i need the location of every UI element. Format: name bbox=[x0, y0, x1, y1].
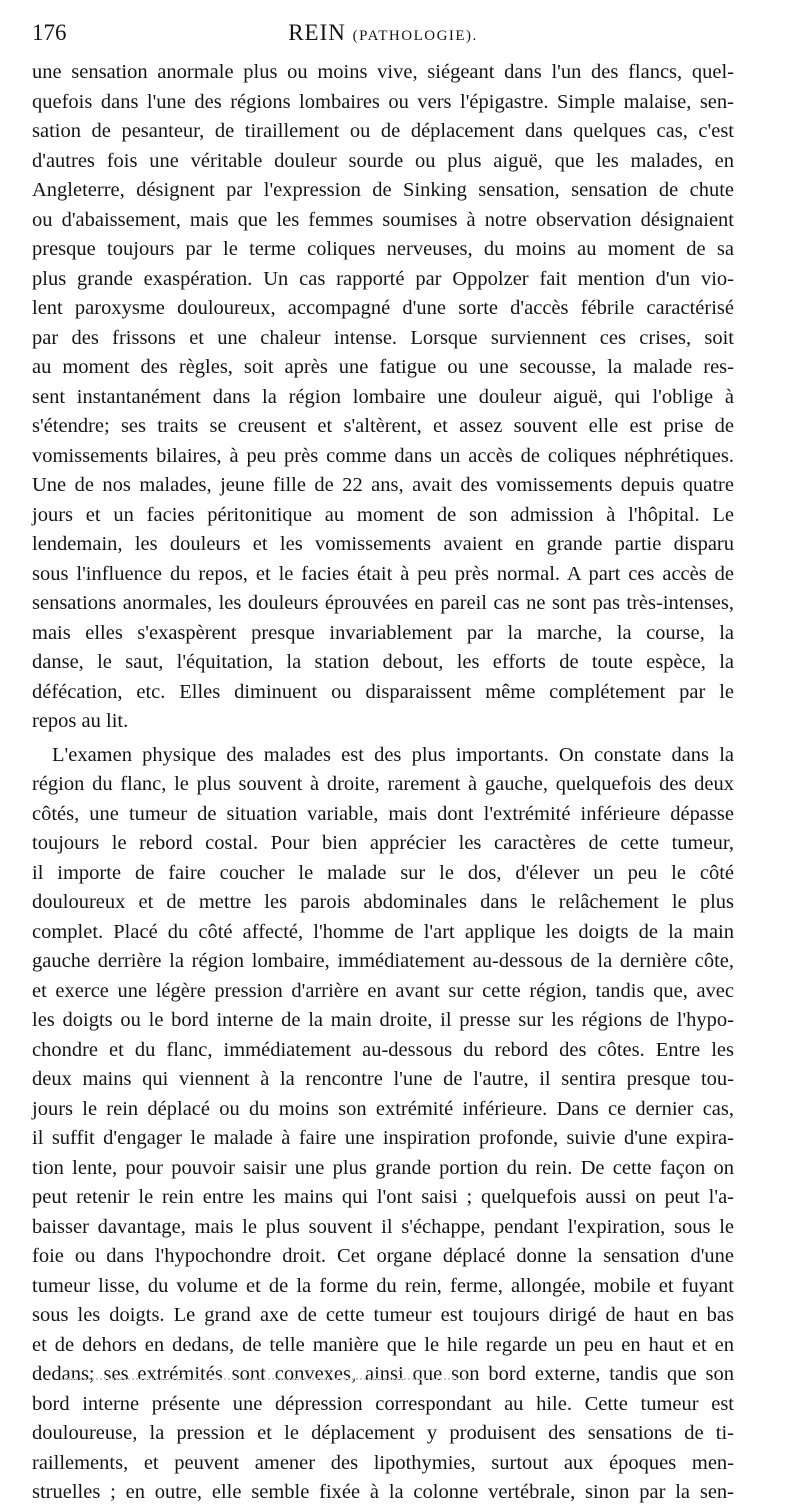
text-line: s'étendre; ses traits se creusent et s'altèrent, et assez souvent elle est prise de bbox=[32, 415, 734, 437]
running-title-main: REIN bbox=[288, 20, 346, 45]
text-line: raillements, et peuvent amener des lipothymies, surtout aux époques men- bbox=[32, 1451, 734, 1474]
page-number: 176 bbox=[32, 20, 67, 45]
text-line: deux mains qui viennent à la rencontre l'une de l'autre, il sentira presque tou- bbox=[32, 1068, 734, 1090]
text-line: lent paroxysme douloureux, accompagné d'une sorte d'accès fébrile caractérisé bbox=[32, 297, 734, 319]
text-line: sensations anormales, les douleurs éprouvées en pareil cas ne sont pas très-intenses, bbox=[32, 592, 734, 614]
text-line: sous les doigts. Le grand axe de cette tumeur est toujours dirigé de haut en bas bbox=[32, 1304, 734, 1326]
text-line: struelles ; en outre, elle semble fixée à la colonne vertébrale, sinon par la sen- bbox=[32, 1481, 734, 1503]
text-line: ou d'abaissement, mais que les femmes soumises à notre observation désignaient bbox=[32, 208, 734, 231]
text-line: danse, le saut, l'équitation, la station debout, les efforts de toute espèce, la bbox=[32, 651, 734, 673]
text-line: douloureux et de mettre les parois abdominales dans le relâchement le plus bbox=[32, 891, 734, 913]
text-line: et exerce une légère pression d'arrière en avant sur cette région, tandis que, avec bbox=[32, 979, 734, 1002]
text-line: presque toujours par le terme coliques nerveuses, du moins au moment de sa bbox=[32, 238, 734, 260]
text-line: L'examen physique des malades est des plus importants. On constate dans la bbox=[52, 743, 734, 766]
text-line: côtés, une tumeur de situation variable, mais dont l'extrémité inférieure dépasse bbox=[32, 802, 734, 825]
text-line: une sensation anormale plus ou moins vive, siégeant dans l'un des flancs, quel- bbox=[32, 61, 734, 83]
text-line: chondre et du flanc, immédiatement au-dessous du rebord des côtes. Entre les bbox=[32, 1038, 734, 1061]
text-line: il importe de faire coucher le malade sur le dos, d'élever un peu le côté bbox=[32, 861, 734, 884]
paragraph bbox=[32, 58, 734, 737]
text-line: gauche derrière la région lombaire, immédiatement au-dessous de la dernière côte, bbox=[32, 950, 734, 972]
text-line: et de dehors en dedans, de telle manière que le hile regarde un peu en haut et en bbox=[32, 1333, 734, 1356]
text-line: tion lente, pour pouvoir saisir une plus grande portion du rein. De cette façon on bbox=[32, 1156, 734, 1179]
paragraph bbox=[32, 741, 734, 1508]
text-line: tumeur lisse, du volume et de la forme du rein, ferme, allongée, mobile et fuyant bbox=[32, 1274, 734, 1297]
text-line: les doigts ou le bord interne de la main droite, il presse sur les régions de l'hypo- bbox=[32, 1009, 734, 1031]
text-line: repos au lit. bbox=[32, 710, 129, 732]
text-line: mais elles s'exaspèrent presque invariablement par la marche, la course, la bbox=[32, 621, 734, 644]
text-line: par des frissons et une chaleur intense. Lorsque surviennent ces crises, soit bbox=[32, 326, 734, 349]
text-line: jours le rein déplacé ou du moins son extrémité inférieure. Dans ce dernier cas, bbox=[32, 1097, 734, 1120]
running-title bbox=[32, 20, 734, 46]
text-line: complet. Placé du côté affecté, l'homme de l'art applique les doigts de la main bbox=[32, 920, 734, 943]
text-line: quefois dans l'une des régions lombaires ou vers l'épigastre. Simple malaise, sen- bbox=[32, 90, 734, 113]
text-line: région du flanc, le plus souvent à droite, rarement à gauche, quelquefois des deux bbox=[32, 773, 734, 795]
text-line: baisser davantage, mais le plus souvent il s'échappe, pendant l'expiration, sous le bbox=[32, 1215, 734, 1238]
faint-bleed-through-line bbox=[60, 1378, 470, 1380]
running-header bbox=[32, 20, 734, 52]
text-line: sent instantanément dans la région lombaire une douleur aiguë, qui l'oblige à bbox=[32, 385, 734, 408]
text-line: foie ou dans l'hypochondre droit. Cet organe déplacé donne la sensation d'une bbox=[32, 1245, 734, 1267]
text-line: plus grande exaspération. Un cas rapporté par Oppolzer fait mention d'un vio- bbox=[32, 267, 734, 290]
text-line: jours et un facies péritonitique au moment de son admission à l'hôpital. Le bbox=[32, 503, 734, 526]
text-line: vomissements bilaires, à peu près comme dans un accès de coliques néphrétiques. bbox=[32, 444, 734, 467]
text-line: bord interne présente une dépression correspondant au hile. Cette tumeur est bbox=[32, 1392, 734, 1415]
text-line: lendemain, les douleurs et les vomissements avaient en grande partie disparu bbox=[32, 533, 734, 555]
text-line: sous l'influence du repos, et le facies était à peu près normal. A part ces accès de bbox=[32, 562, 734, 585]
text-line: Angleterre, désignent par l'expression de Sinking sensation, sensation de chute bbox=[32, 179, 734, 201]
text-line: dedans; ses extrémités sont convexes, ainsi que son bord externe, tandis que son bbox=[32, 1363, 734, 1385]
text-line: d'autres fois une véritable douleur sourde ou plus aiguë, que les malades, en bbox=[32, 149, 734, 172]
body-text bbox=[32, 58, 734, 1508]
running-title-sub: (PATHOLOGIE). bbox=[352, 28, 478, 44]
text-line: au moment des règles, soit après une fatigue ou une secousse, la malade res- bbox=[32, 356, 734, 378]
text-line: sation de pesanteur, de tiraillement ou de déplacement dans quelques cas, c'est bbox=[32, 120, 734, 142]
text-line: peut retenir le rein entre les mains qui l'ont saisi ; quelquefois aussi on peut l'a- bbox=[32, 1186, 734, 1208]
text-line: Une de nos malades, jeune fille de 22 ans, avait des vomissements depuis quatre bbox=[32, 474, 734, 496]
text-line: défécation, etc. Elles diminuent ou disparaissent même complétement par le bbox=[32, 680, 734, 703]
text-line: il suffit d'engager le malade à faire une inspiration profonde, suivie d'une expira- bbox=[32, 1127, 734, 1149]
text-line: douloureuse, la pression et le déplacement y produisent des sensations de ti- bbox=[32, 1422, 734, 1444]
text-line: toujours le rebord costal. Pour bien apprécier les caractères de cette tumeur, bbox=[32, 832, 734, 854]
